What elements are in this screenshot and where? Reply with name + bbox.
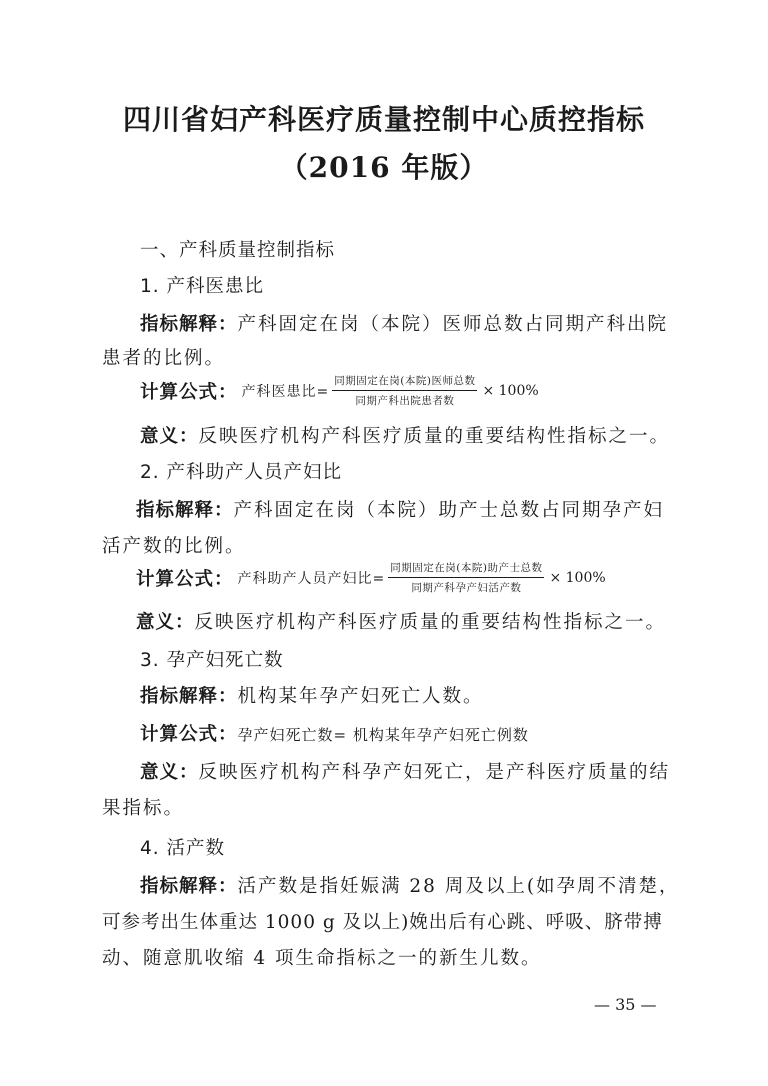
meaning-text: 反映医疗机构产科医疗质量的重要结构性指标之一。 bbox=[198, 426, 671, 447]
formula-row bbox=[136, 560, 606, 595]
formula-text: 孕产妇死亡数= 机构某年孕产妇死亡例数 bbox=[237, 726, 529, 744]
formula-row bbox=[140, 720, 720, 746]
item-heading: 2. 产科助产人员产妇比 bbox=[140, 462, 343, 483]
formula-numerator: 同期固定在岗(本院)医师总数 bbox=[332, 373, 477, 391]
formula-denominator: 同期产科出院患者数 bbox=[355, 395, 455, 407]
meaning-line bbox=[140, 758, 720, 784]
meaning-text: 反映医疗机构产科孕产妇死亡，是产科医疗质量的结 bbox=[198, 762, 671, 783]
formula-label: 计算公式： bbox=[140, 724, 238, 745]
explanation-label: 指标解释： bbox=[140, 876, 238, 897]
meaning-text: 反映医疗机构产科医疗质量的重要结构性指标之一。 bbox=[194, 612, 667, 633]
explanation-text: 产科固定在岗（本院）助产士总数占同期孕产妇 bbox=[233, 500, 665, 521]
explanation-text: 产科固定在岗（本院）医师总数占同期产科出院 bbox=[237, 314, 669, 335]
meaning-continuation: 果指标。 bbox=[102, 798, 185, 819]
meaning-line bbox=[140, 422, 720, 448]
explanation-text: 机构某年孕产妇死亡人数。 bbox=[237, 686, 484, 707]
formula-label: 计算公式： bbox=[140, 381, 238, 403]
formula-numerator: 同期固定在岗(本院)助产士总数 bbox=[388, 560, 544, 578]
formula-fraction bbox=[388, 560, 544, 595]
meaning-label: 意义： bbox=[140, 762, 199, 783]
formula-fraction bbox=[332, 373, 477, 408]
explanation-line bbox=[136, 496, 716, 522]
explanation-text: 活产数是指妊娠满 28 周及以上(如孕周不清楚， bbox=[237, 876, 680, 897]
explanation-label: 指标解释： bbox=[140, 314, 238, 335]
explanation-label: 指标解释： bbox=[136, 500, 234, 521]
item-heading: 4. 活产数 bbox=[140, 838, 226, 859]
explanation-line bbox=[140, 872, 720, 898]
formula-lhs: 产科医患比= bbox=[241, 383, 330, 400]
explanation-line bbox=[140, 682, 720, 708]
meaning-label: 意义： bbox=[140, 426, 199, 447]
explanation-label: 指标解释： bbox=[140, 686, 238, 707]
document-subtitle-edition: （2016 年版） bbox=[279, 151, 489, 184]
item-heading: 3. 孕产妇死亡数 bbox=[140, 650, 284, 671]
page-number: — 35 — bbox=[594, 995, 657, 1014]
formula-multiplier: × 100% bbox=[549, 569, 606, 586]
explanation-continuation: 患者的比例。 bbox=[102, 348, 226, 369]
formula-label: 计算公式： bbox=[136, 568, 234, 590]
formula-multiplier: × 100% bbox=[482, 382, 539, 399]
explanation-continuation: 动、随意肌收缩 4 项生命指标之一的新生儿数。 bbox=[102, 948, 542, 969]
formula-row bbox=[140, 373, 539, 408]
item-heading: 1. 产科医患比 bbox=[140, 276, 265, 297]
meaning-line bbox=[136, 608, 716, 634]
formula-lhs: 产科助产人员产妇比= bbox=[237, 570, 386, 587]
explanation-continuation: 可参考出生体重达 1000 g 及以上)娩出后有心跳、呼吸、脐带搏 bbox=[102, 912, 663, 933]
explanation-continuation: 活产数的比例。 bbox=[102, 536, 246, 557]
formula-denominator: 同期产科孕产妇活产数 bbox=[411, 582, 522, 594]
document-title: 四川省妇产科医疗质量控制中心质控指标 bbox=[122, 103, 645, 136]
explanation-line bbox=[140, 310, 720, 336]
section-heading: 一、产科质量控制指标 bbox=[140, 240, 336, 261]
meaning-label: 意义： bbox=[136, 612, 195, 633]
